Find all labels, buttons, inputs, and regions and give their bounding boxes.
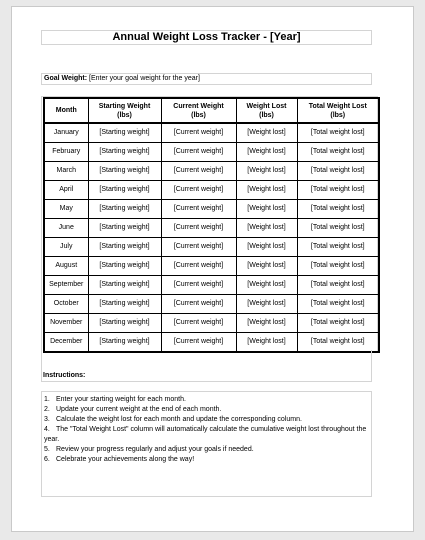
weight-lost-cell[interactable]: [Weight lost]	[236, 276, 297, 295]
starting-weight-cell[interactable]: [Starting weight]	[88, 314, 161, 333]
month-cell: February	[44, 143, 88, 162]
table-row	[44, 238, 379, 257]
month-cell: May	[44, 200, 88, 219]
instruction-text: Update your current weight at the end of each month.	[56, 406, 222, 413]
instruction-item	[44, 445, 369, 455]
weight-lost-cell[interactable]: [Weight lost]	[236, 123, 297, 143]
starting-weight-cell[interactable]: [Starting weight]	[88, 333, 161, 353]
month-cell: July	[44, 238, 88, 257]
total-weight-lost-cell[interactable]: [Total weight lost]	[297, 219, 379, 238]
instruction-text: Calculate the weight lost for each month and update the corresponding column.	[56, 416, 302, 423]
instruction-number: 6.	[44, 456, 50, 463]
instruction-number: 5.	[44, 446, 50, 453]
document-title[interactable]: Annual Weight Loss Tracker - [Year]	[41, 30, 372, 45]
instruction-text: Enter your starting weight for each month.	[56, 396, 186, 403]
month-cell: June	[44, 219, 88, 238]
instruction-number: 4.	[44, 426, 50, 433]
column-header-total-weight-lost: Total Weight Lost (lbs)	[297, 98, 379, 123]
table-row	[44, 162, 379, 181]
table-row	[44, 143, 379, 162]
starting-weight-cell[interactable]: [Starting weight]	[88, 295, 161, 314]
current-weight-cell[interactable]: [Current weight]	[161, 257, 236, 276]
month-cell: September	[44, 276, 88, 295]
total-weight-lost-cell[interactable]: [Total weight lost]	[297, 314, 379, 333]
current-weight-cell[interactable]: [Current weight]	[161, 123, 236, 143]
weight-tracker-table	[43, 97, 380, 353]
instruction-item	[44, 405, 369, 415]
total-weight-lost-cell[interactable]: [Total weight lost]	[297, 123, 379, 143]
table-row	[44, 314, 379, 333]
table-row	[44, 181, 379, 200]
weight-lost-cell[interactable]: [Weight lost]	[236, 143, 297, 162]
total-weight-lost-cell[interactable]: [Total weight lost]	[297, 295, 379, 314]
starting-weight-cell[interactable]: [Starting weight]	[88, 257, 161, 276]
goal-weight-label: Goal Weight:	[44, 75, 88, 82]
current-weight-cell[interactable]: [Current weight]	[161, 333, 236, 353]
instruction-item	[44, 395, 369, 405]
current-weight-cell[interactable]: [Current weight]	[161, 162, 236, 181]
starting-weight-cell[interactable]: [Starting weight]	[88, 276, 161, 295]
table-row	[44, 219, 379, 238]
instructions-label: Instructions:	[43, 372, 86, 379]
total-weight-lost-cell[interactable]: [Total weight lost]	[297, 181, 379, 200]
month-cell: December	[44, 333, 88, 353]
total-weight-lost-cell[interactable]: [Total weight lost]	[297, 257, 379, 276]
instruction-text: Celebrate your achievements along the way!	[56, 456, 195, 463]
weight-lost-cell[interactable]: [Weight lost]	[236, 200, 297, 219]
weight-lost-cell[interactable]: [Weight lost]	[236, 257, 297, 276]
current-weight-cell[interactable]: [Current weight]	[161, 314, 236, 333]
instructions-list	[44, 395, 369, 465]
starting-weight-cell[interactable]: [Starting weight]	[88, 238, 161, 257]
current-weight-cell[interactable]: [Current weight]	[161, 181, 236, 200]
weight-lost-cell[interactable]: [Weight lost]	[236, 181, 297, 200]
weight-lost-cell[interactable]: [Weight lost]	[236, 314, 297, 333]
instructions-box[interactable]	[41, 391, 372, 497]
starting-weight-cell[interactable]: [Starting weight]	[88, 162, 161, 181]
instruction-number: 2.	[44, 406, 50, 413]
table-row	[44, 200, 379, 219]
weight-lost-cell[interactable]: [Weight lost]	[236, 219, 297, 238]
current-weight-cell[interactable]: [Current weight]	[161, 219, 236, 238]
starting-weight-cell[interactable]: [Starting weight]	[88, 123, 161, 143]
document-page	[11, 6, 414, 532]
month-cell: November	[44, 314, 88, 333]
month-cell: January	[44, 123, 88, 143]
weight-lost-cell[interactable]: [Weight lost]	[236, 162, 297, 181]
starting-weight-cell[interactable]: [Starting weight]	[88, 200, 161, 219]
current-weight-cell[interactable]: [Current weight]	[161, 143, 236, 162]
month-cell: October	[44, 295, 88, 314]
total-weight-lost-cell[interactable]: [Total weight lost]	[297, 276, 379, 295]
column-header-month: Month	[44, 98, 88, 123]
month-cell: August	[44, 257, 88, 276]
instruction-item	[44, 455, 369, 465]
table-row	[44, 257, 379, 276]
tracker-table-container	[41, 96, 378, 353]
current-weight-cell[interactable]: [Current weight]	[161, 295, 236, 314]
instruction-item	[44, 415, 369, 425]
weight-lost-cell[interactable]: [Weight lost]	[236, 238, 297, 257]
column-header-current-weight: Current Weight (lbs)	[161, 98, 236, 123]
table-row	[44, 276, 379, 295]
weight-lost-cell[interactable]: [Weight lost]	[236, 295, 297, 314]
instruction-number: 3.	[44, 416, 50, 423]
instruction-text: Review your progress regularly and adjust your goals if needed.	[56, 446, 254, 453]
starting-weight-cell[interactable]: [Starting weight]	[88, 219, 161, 238]
starting-weight-cell[interactable]: [Starting weight]	[88, 181, 161, 200]
notes-area[interactable]	[41, 350, 372, 382]
total-weight-lost-cell[interactable]: [Total weight lost]	[297, 333, 379, 353]
instruction-number: 1.	[44, 396, 50, 403]
month-cell: March	[44, 162, 88, 181]
starting-weight-cell[interactable]: [Starting weight]	[88, 143, 161, 162]
column-header-starting-weight: Starting Weight (lbs)	[88, 98, 161, 123]
month-cell: April	[44, 181, 88, 200]
table-header-row	[44, 98, 379, 123]
column-header-weight-lost: Weight Lost (lbs)	[236, 98, 297, 123]
instruction-item	[44, 425, 369, 445]
table-row	[44, 123, 379, 143]
goal-weight-field[interactable]	[41, 73, 372, 85]
goal-weight-value[interactable]: [Enter your goal weight for the year]	[89, 75, 200, 82]
current-weight-cell[interactable]: [Current weight]	[161, 200, 236, 219]
total-weight-lost-cell[interactable]: [Total weight lost]	[297, 162, 379, 181]
total-weight-lost-cell[interactable]: [Total weight lost]	[297, 238, 379, 257]
instruction-text: The "Total Weight Lost" column will automatically calculate the cumulative weight lost throughout the year.	[44, 426, 367, 443]
current-weight-cell[interactable]: [Current weight]	[161, 238, 236, 257]
current-weight-cell[interactable]: [Current weight]	[161, 276, 236, 295]
total-weight-lost-cell[interactable]: [Total weight lost]	[297, 200, 379, 219]
table-row	[44, 295, 379, 314]
total-weight-lost-cell[interactable]: [Total weight lost]	[297, 143, 379, 162]
weight-lost-cell[interactable]: [Weight lost]	[236, 333, 297, 353]
